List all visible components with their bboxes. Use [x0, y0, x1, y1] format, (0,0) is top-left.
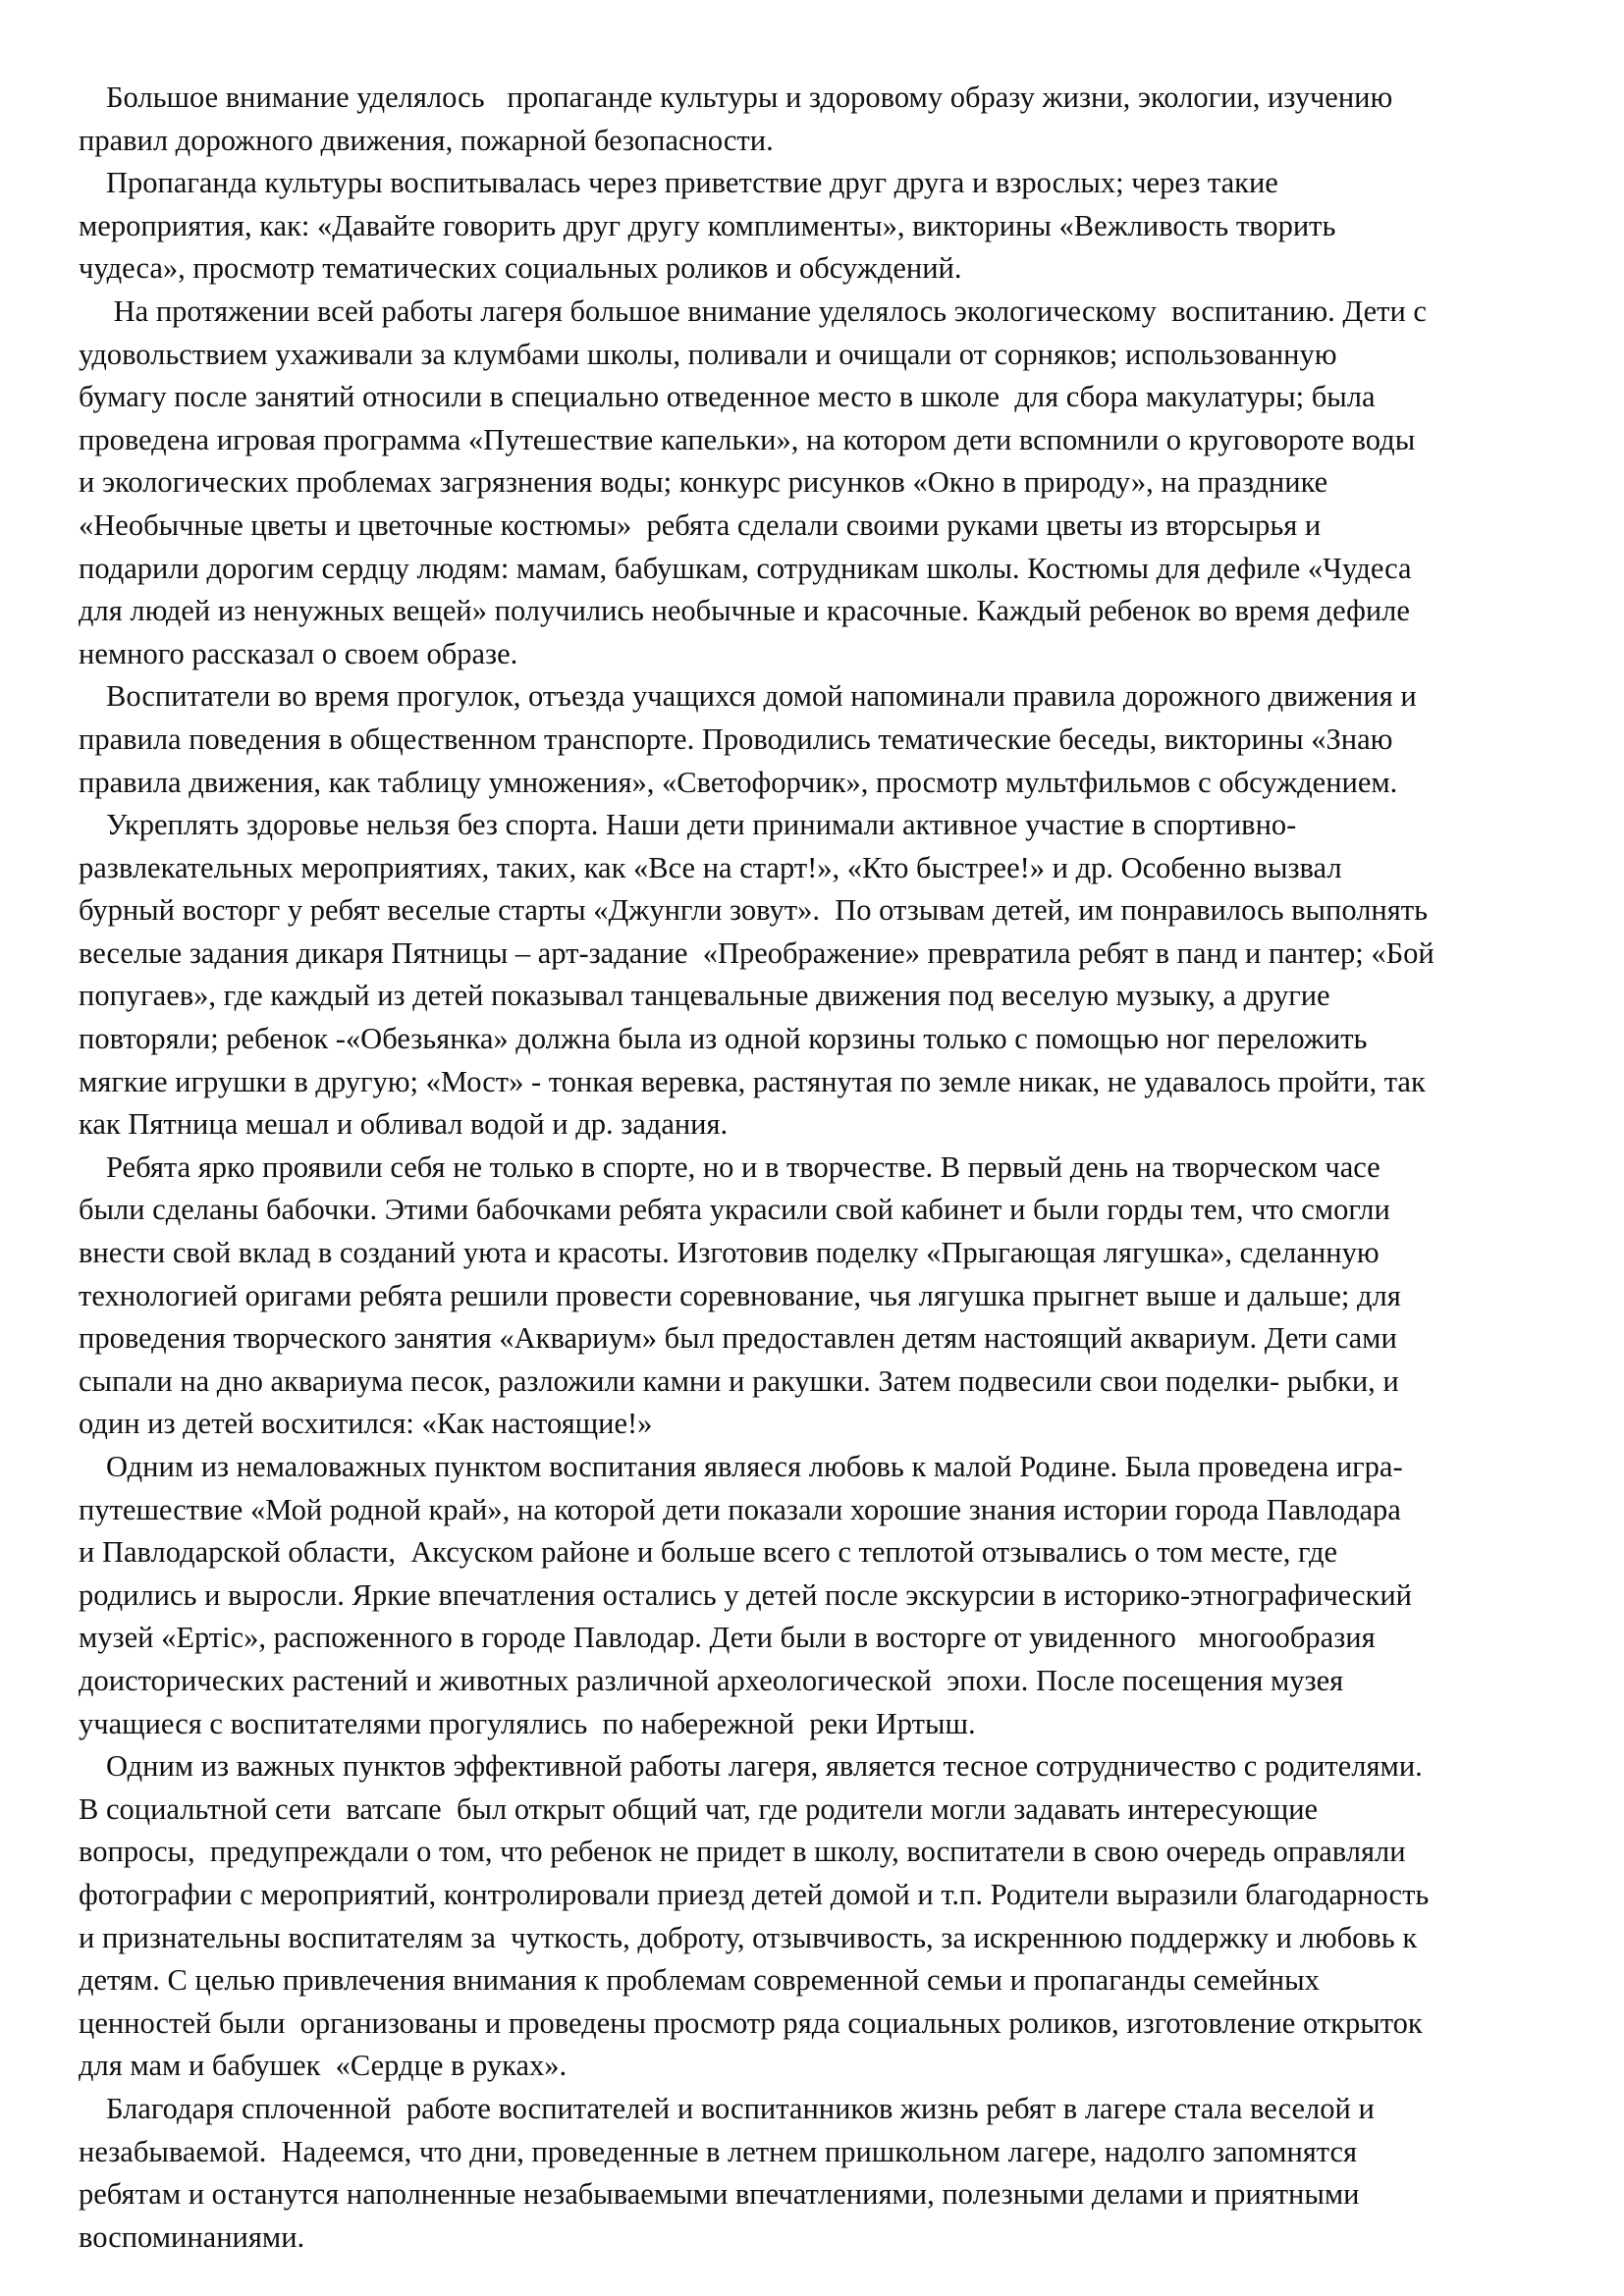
text-line: ценностей были организованы и проведены просмотр ряда социальных роликов, изготовление открыток — [79, 2005, 1423, 2040]
text-line: бумагу после занятий относили в специально отведенное место в школе для сбора макулатуры; была — [79, 380, 1376, 414]
text-line: правила движения, как таблицу умножения», «Светофорчик», просмотр мультфильмов с обсуждением. — [79, 765, 1398, 799]
text-line: воспоминаниями. — [79, 2219, 305, 2254]
text-line: были сделаны бабочки. Этими бабочками ребята украсили свой кабинет и были горды тем, что смогли — [79, 1193, 1390, 1227]
text-line: и Павлодарской области, Аксуском районе и больше всего с теплотой отзывались о том месте, где — [79, 1535, 1338, 1570]
text-line: технологией оригами ребята решили провести соревнование, чья лягушка прыгнет выше и дальше; для — [79, 1278, 1401, 1312]
paragraph — [79, 291, 1571, 675]
text-line: Большое внимание уделялось пропаганде культуры и здоровому образу жизни, экологии, изучению — [106, 80, 1393, 114]
paragraph — [79, 804, 1571, 1147]
text-line: для мам и бабушек «Сердце в руках». — [79, 2049, 568, 2083]
text-line: и экологических проблемах загрязнения воды; конкурс рисунков «Окно в природу», на празднике — [79, 465, 1328, 500]
text-line: Одним из важных пунктов эффективной работы лагеря, является тесное сотрудничество с родителями. — [106, 1749, 1423, 1784]
paragraph — [79, 162, 1571, 291]
text-line: родились и выросли. Яркие впечатления остались у детей после экскурсии в историко-этнографический — [79, 1577, 1412, 1612]
text-line: и признательны воспитателям за чуткость, доброту, отзывчивость, за искреннюю поддержку и любовь к — [79, 1920, 1418, 1954]
text-line: подарили дорогим сердцу людям: мамам, бабушкам, сотрудникам школы. Костюмы для дефиле «Чудеса — [79, 551, 1412, 585]
text-line: мероприятия, как: «Давайте говорить друг другу комплименты», викторины «Вежливость творить — [79, 208, 1336, 242]
text-line: Укреплять здоровье нельзя без спорта. Наши дети принимали активное участие в спортивно- — [106, 808, 1297, 842]
text-line: «Необычные цветы и цветочные костюмы» ребята сделали своими руками цветы из вторсырья и — [79, 507, 1322, 542]
paragraph — [79, 77, 1571, 162]
text-line: один из детей восхитился: «Как настоящие!» — [79, 1407, 653, 1441]
text-line: бурный восторг у ребят веселые старты «Джунгли зовут». По отзывам детей, им понравилось выполнять — [79, 893, 1429, 928]
text-line: ребятам и останутся наполненные незабываемыми впечатлениями, полезными делами и приятными — [79, 2177, 1360, 2212]
text-line: удовольствием ухаживали за клумбами школы, поливали и очищали от сорняков; использованную — [79, 337, 1337, 371]
text-line: Пропаганда культуры воспитывалась через приветствие друг друга и взрослых; через такие — [106, 166, 1278, 200]
text-line: внести свой вклад в созданий уюта и красоты. Изготовив поделку «Прыгающая лягушка», сделанную — [79, 1236, 1380, 1270]
text-line: музей «Ертіс», распоженного в городе Павлодар. Дети были в восторге от увиденного многообразия — [79, 1621, 1376, 1655]
text-line: развлекательных мероприятиях, таких, как «Все на старт!», «Кто быстрее!» и др. Особенно вызвал — [79, 850, 1342, 884]
text-line: попугаев», где каждый из детей показывал танцевальные движения под веселую музыку, а другие — [79, 979, 1330, 1013]
text-line: проведения творческого занятия «Аквариум» был предоставлен детям настоящий аквариум. Дети сами — [79, 1321, 1397, 1356]
text-line: немного рассказал о своем образе. — [79, 636, 518, 670]
text-line: правил дорожного движения, пожарной безопасности. — [79, 123, 774, 157]
text-line: На протяжении всей работы лагеря большое внимание уделялось экологическому воспитанию. Дети с — [106, 294, 1427, 328]
text-line: незабываемой. Надеемся, что дни, проведенные в летнем пришкольном лагере, надолго запомнятся — [79, 2134, 1358, 2168]
text-line: учащиеся с воспитателями прогулялись по набережной реки Иртыш. — [79, 1706, 976, 1740]
paragraph — [79, 1745, 1571, 2088]
paragraph — [79, 1147, 1571, 1446]
text-line: чудеса», просмотр тематических социальных роликов и обсуждений. — [79, 251, 962, 286]
text-line: проведена игровая программа «Путешествие капельки», на котором дети вспомнили о круговороте воды — [79, 422, 1416, 456]
text-line: для людей из ненужных вещей» получились необычные и красочные. Каждый ребенок во время дефиле — [79, 594, 1410, 628]
text-line: вопросы, предупреждали о том, что ребенок не придет в школу, воспитатели в свою очередь оправляли — [79, 1835, 1406, 1869]
text-line: Ребята ярко проявили себя не только в спорте, но и в творчестве. В первый день на творческом часе — [106, 1149, 1380, 1184]
text-line: доисторических растений и животных различной археологической эпохи. После посещения музея — [79, 1663, 1344, 1697]
text-line: Благодаря сплоченной работе воспитателей и воспитанников жизнь ребят в лагере стала веселой и — [106, 2091, 1375, 2125]
text-line: детям. С целью привлечения внимания к проблемам современной семьи и пропаганды семейных — [79, 1963, 1320, 1998]
text-line: сыпали на дно аквариума песок, разложили камни и ракушки. Затем подвесили свои поделки- рыбки, и — [79, 1363, 1399, 1398]
text-line: Одним из немаловажных пунктом воспитания являеся любовь к малой Родине. Была проведена игра- — [106, 1450, 1403, 1483]
text-line: мягкие игрушки в другую; «Мост» - тонкая веревка, растянутая по земле никак, не удавалось пройти, так — [79, 1064, 1426, 1098]
text-line: повторяли; ребенок -«Обезьянка» должна была из одной корзины только с помощью ног переложить — [79, 1022, 1368, 1056]
text-line: Воспитатели во время прогулок, отъезда учащихся домой напоминали правила дорожного движения и — [106, 679, 1417, 714]
text-line: веселые задания дикаря Пятницы – арт-задание «Преображение» превратила ребят в панд и пантер; «Бой — [79, 935, 1435, 970]
paragraph — [79, 1446, 1571, 1745]
document-page — [79, 77, 1571, 2259]
text-line: фотографии с мероприятий, контролировали приезд детей домой и т.п. Родители выразили благодарность — [79, 1877, 1430, 1911]
paragraph — [79, 675, 1571, 804]
text-line: как Пятница мешал и обливал водой и др. задания. — [79, 1107, 729, 1142]
text-line: путешествие «Мой родной край», на которой дети показали хорошие знания истории города Павлодара — [79, 1492, 1401, 1526]
text-line: В социальтной сети ватсапе был открыт общий чат, где родители могли задавать интересующие — [79, 1791, 1319, 1826]
text-line: правила поведения в общественном транспорте. Проводились тематические беседы, викторины «Знаю — [79, 721, 1393, 756]
paragraph — [79, 2088, 1571, 2259]
